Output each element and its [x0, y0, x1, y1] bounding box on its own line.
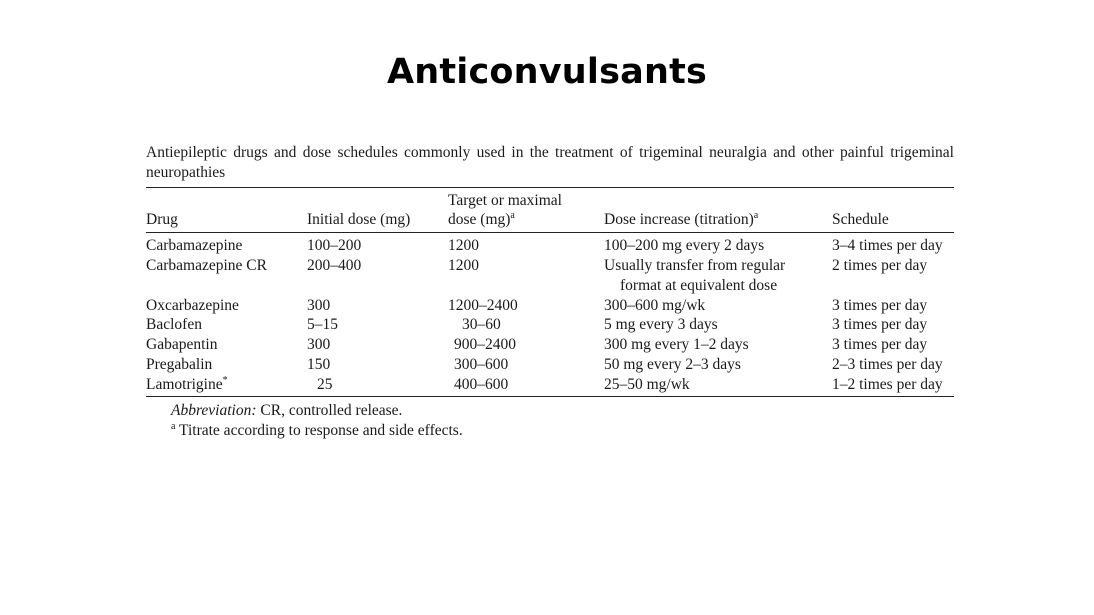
drug-name: Oxcarbazepine [146, 296, 239, 314]
initial-dose: 150 [307, 355, 331, 373]
drug-name-text: Lamotrigine [146, 375, 223, 393]
schedule: 2 times per day [832, 256, 928, 274]
dose-increase: 5 mg every 3 days [604, 316, 718, 334]
drug-name: Carbamazepine CR [146, 256, 267, 274]
initial-dose: 25 [317, 375, 333, 393]
header-schedule: Schedule [832, 211, 889, 229]
dose-increase: 50 mg every 2–3 days [604, 355, 741, 373]
table-row [146, 375, 954, 396]
target-dose: 1200 [448, 237, 479, 255]
abbreviation-note [171, 401, 954, 421]
dose-increase-line2: format at equivalent dose [620, 276, 778, 294]
initial-dose: 300 [307, 296, 331, 314]
schedule: 3 times per day [832, 336, 928, 354]
header-initial-dose: Initial dose (mg) [307, 211, 411, 229]
drug-name [146, 375, 307, 396]
footnote [171, 421, 954, 441]
abbreviation-label: Abbreviation: [171, 401, 257, 419]
header-target-dose [448, 188, 604, 233]
drug-name: Gabapentin [146, 336, 218, 354]
footnote-text: Titrate according to response and side effects. [175, 421, 463, 439]
target-dose: 30–60 [462, 316, 501, 334]
dose-increase: 100–200 mg every 2 days [604, 237, 765, 255]
header-target-footnote-mark: a [510, 210, 515, 222]
table-notes [146, 401, 954, 441]
initial-dose: 5–15 [307, 316, 338, 334]
table-bottom-rule [146, 396, 954, 397]
target-dose: 900–2400 [454, 336, 516, 354]
header-target-line2: dose (mg) [448, 211, 511, 229]
schedule: 3 times per day [832, 296, 928, 314]
dose-increase: 300–600 mg/wk [604, 296, 706, 314]
abbreviation-text: CR, controlled release. [256, 401, 403, 419]
table-row [146, 335, 954, 355]
dose-table [146, 188, 954, 396]
header-target-line1: Target or maximal [448, 191, 562, 209]
dose-increase [604, 256, 832, 296]
schedule: 1–2 times per day [832, 375, 943, 393]
header-increase-footnote-mark: a [753, 210, 759, 222]
drug-name: Baclofen [146, 316, 202, 334]
header-dose-increase [604, 188, 832, 233]
table-row [146, 233, 954, 256]
table-row [146, 315, 954, 335]
dose-increase-line1: Usually transfer from regular [604, 256, 786, 274]
initial-dose: 200–400 [307, 256, 362, 274]
initial-dose: 100–200 [307, 237, 362, 255]
dose-table-figure [146, 143, 954, 441]
dose-increase: 300 mg every 1–2 days [604, 336, 749, 354]
schedule: 3–4 times per day [832, 237, 943, 255]
table-row [146, 355, 954, 375]
footnote-mark: a [171, 420, 176, 432]
slide-title: Anticonvulsants [386, 52, 708, 92]
table-caption: Antiepileptic drugs and dose schedules commonly used in the treatment of trigeminal neuralgia and other painful trigeminal neuropathies [146, 144, 954, 181]
schedule: 2–3 times per day [832, 355, 943, 373]
table-row [146, 256, 954, 296]
initial-dose: 300 [307, 336, 331, 354]
dose-increase: 25–50 mg/wk [604, 375, 690, 393]
drug-name: Pregabalin [146, 355, 213, 373]
drug-footnote-mark: * [222, 374, 228, 386]
target-dose: 300–600 [454, 355, 509, 373]
schedule: 3 times per day [832, 316, 928, 334]
header-drug: Drug [146, 211, 178, 229]
drug-name: Carbamazepine [146, 237, 243, 255]
target-dose: 1200–2400 [448, 296, 518, 314]
target-dose: 400–600 [454, 375, 509, 393]
header-dose-increase-label: Dose increase (titration) [604, 211, 754, 229]
target-dose: 1200 [448, 256, 479, 274]
table-row [146, 296, 954, 316]
table-header-row [146, 188, 954, 233]
